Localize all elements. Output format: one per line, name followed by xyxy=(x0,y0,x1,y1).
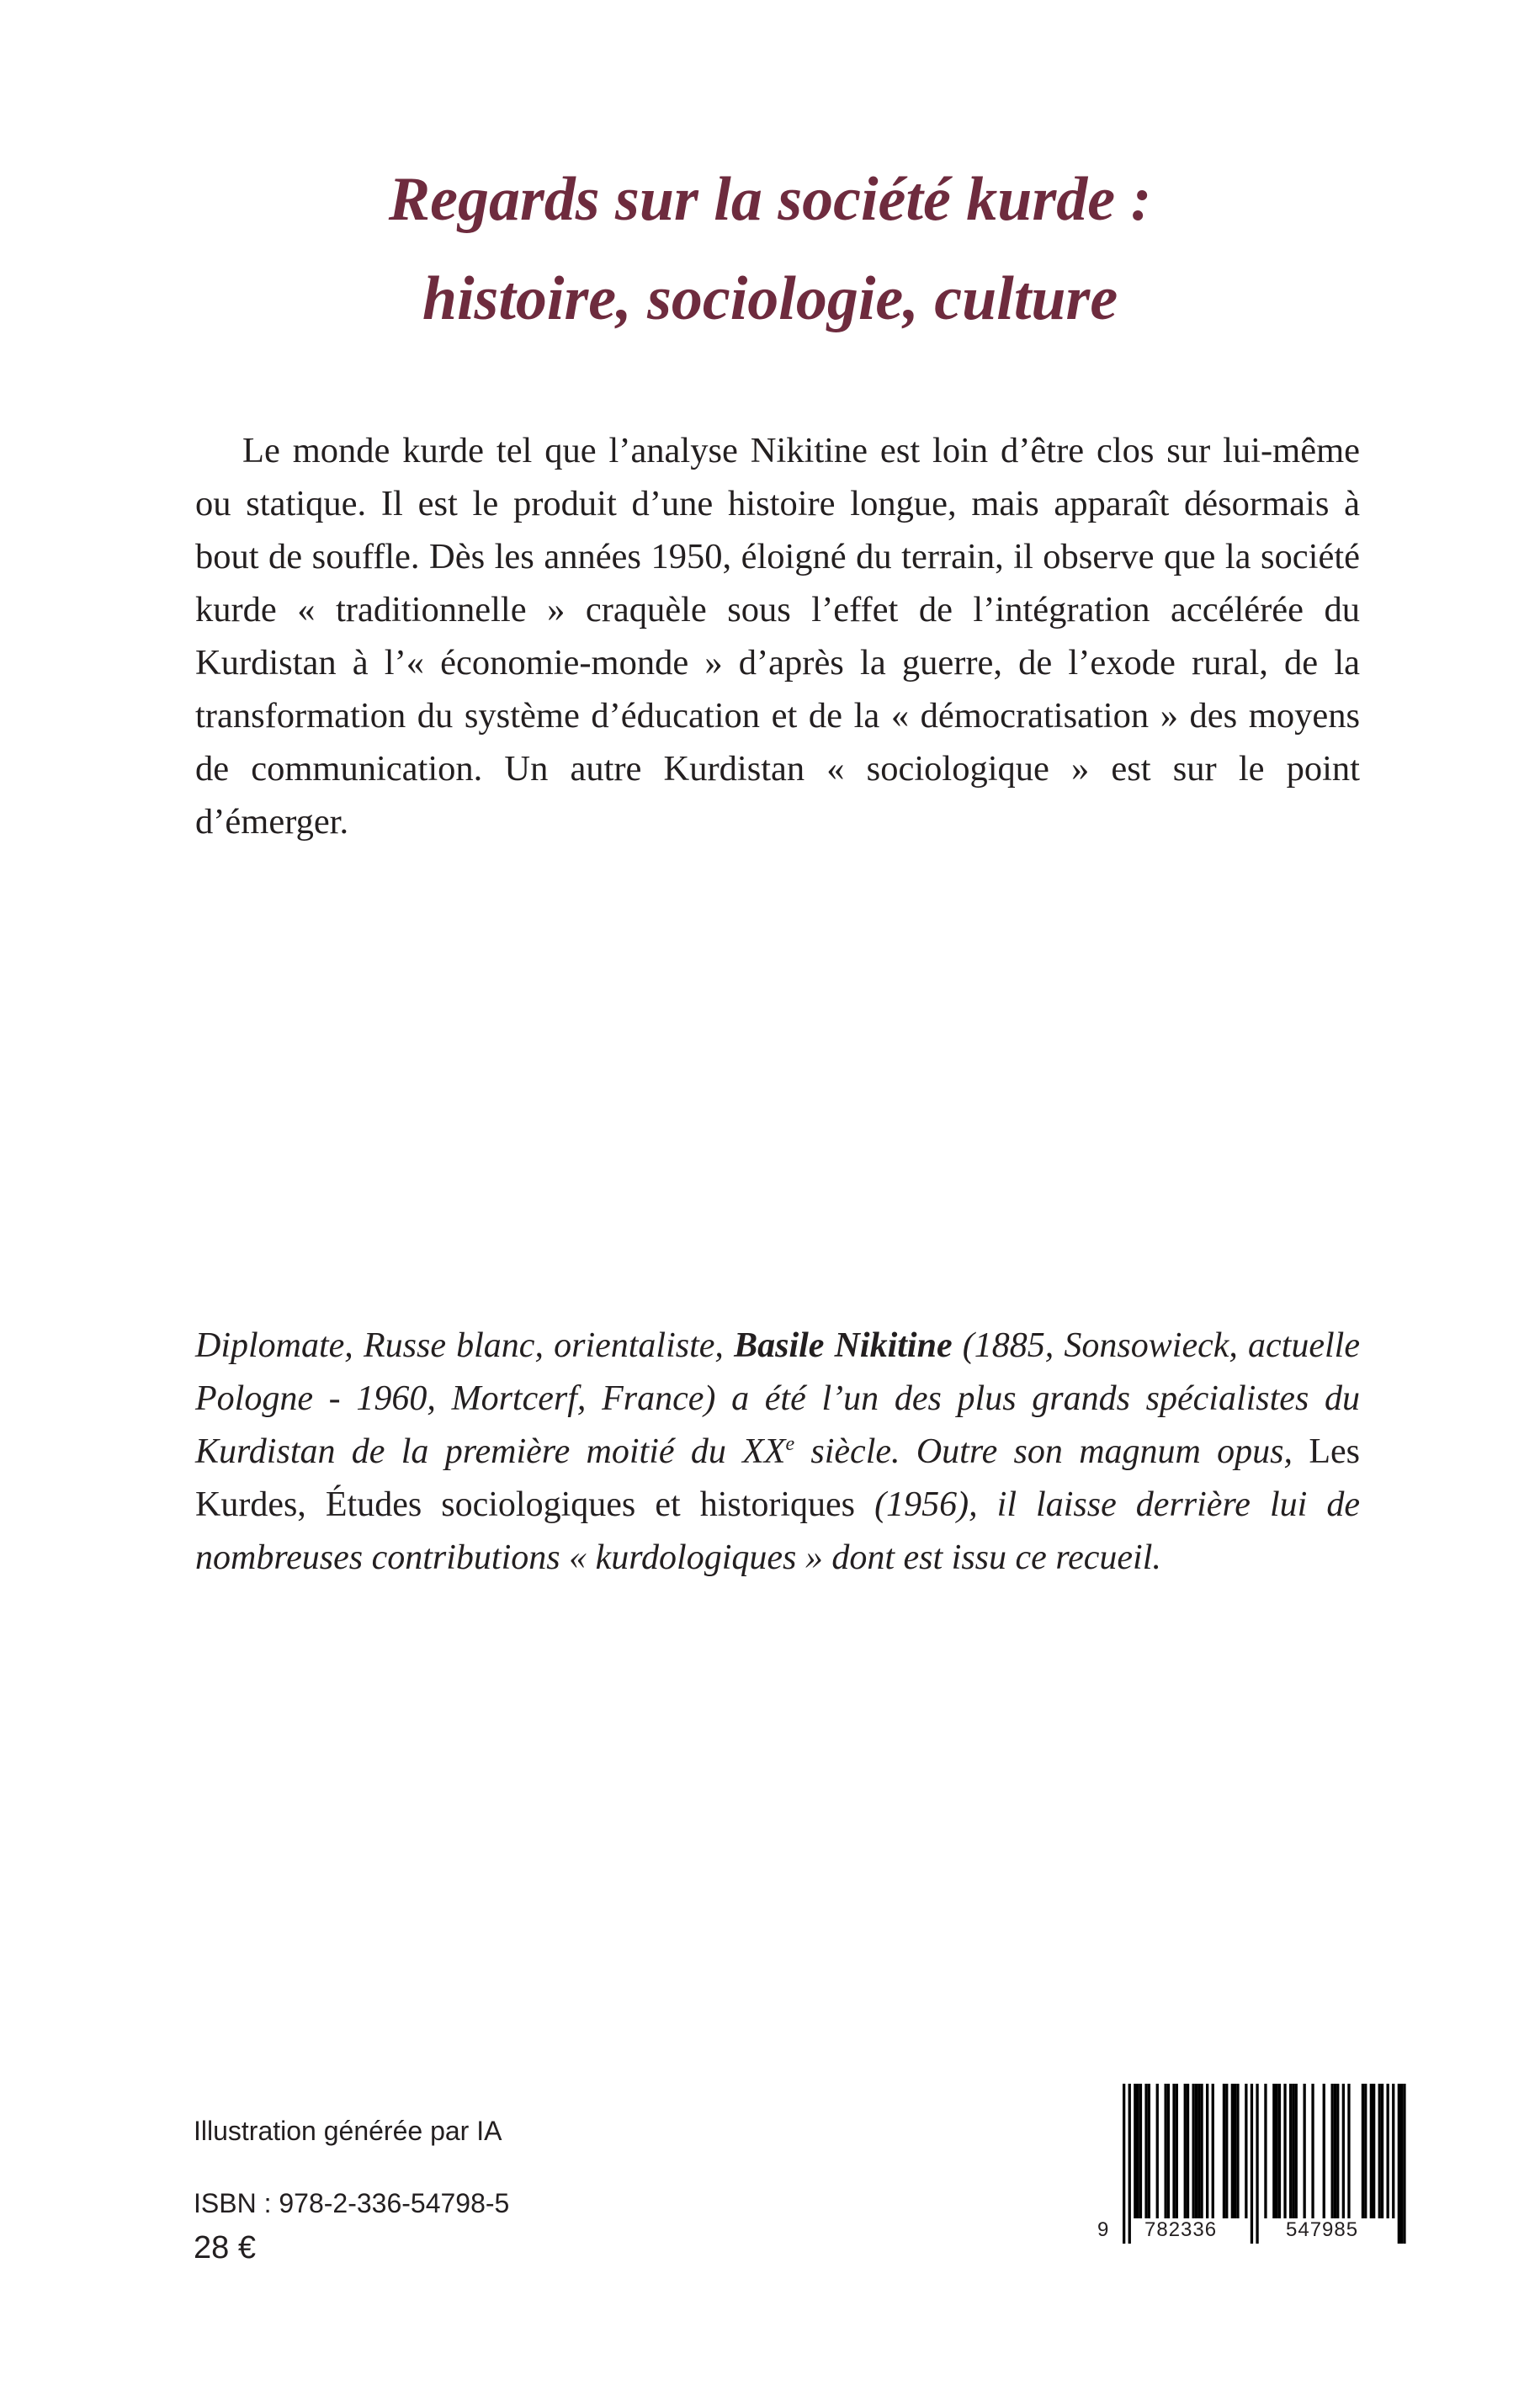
barcode-bar xyxy=(1334,2084,1336,2218)
barcode-bar xyxy=(1187,2084,1189,2218)
barcode-bar xyxy=(1256,2084,1258,2244)
barcode-bar xyxy=(1362,2084,1364,2218)
barcode-bar xyxy=(1245,2084,1247,2218)
barcode-bar xyxy=(1134,2084,1136,2218)
book-title-line-2: histoire, sociologie, culture xyxy=(422,264,1118,333)
barcode-right-digits: 547985 xyxy=(1286,2218,1359,2241)
price: 28 € xyxy=(194,2230,256,2265)
barcode-bar xyxy=(1278,2084,1281,2218)
barcode-bar xyxy=(1370,2084,1373,2218)
barcode-bar xyxy=(1172,2084,1175,2218)
author-bio xyxy=(195,1320,1360,1585)
barcode-bar xyxy=(1212,2084,1214,2218)
illustration-credit: Illustration générée par IA xyxy=(194,2116,502,2146)
barcode-bar xyxy=(1144,2084,1147,2218)
barcode-bar xyxy=(1192,2084,1195,2218)
bio-intro: Diplomate, Russe blanc, orientaliste, xyxy=(195,1326,735,1365)
barcode-bar xyxy=(1400,2084,1403,2244)
barcode-bar xyxy=(1184,2084,1187,2218)
barcode-first-digit: 9 xyxy=(1097,2218,1110,2241)
book-title-line-1: Regards sur la société kurde : xyxy=(388,165,1152,234)
barcode-bar xyxy=(1378,2084,1381,2218)
barcode-bar xyxy=(1272,2084,1275,2218)
bio-details: (1885, Sonsowieck, actuelle Pologne - 1960, Mortcerf, France) a été l’un des plus grands spécialistes du Kurdistan de la première moitié du XX xyxy=(195,1326,1360,1471)
barcode-bar xyxy=(1197,2084,1200,2218)
barcode-bar xyxy=(1139,2084,1142,2218)
barcode-bar xyxy=(1128,2084,1131,2244)
barcode-bar xyxy=(1165,2084,1167,2218)
barcode-bar xyxy=(1156,2084,1159,2218)
barcode-bar xyxy=(1295,2084,1298,2218)
barcode-bar xyxy=(1123,2084,1125,2244)
barcode-bar xyxy=(1336,2084,1339,2218)
book-reference: Les Kurdes, Études sociologiques et historiques xyxy=(195,1432,1360,1524)
bio-magnum-opus: siècle. Outre son magnum opus, xyxy=(794,1432,1309,1471)
barcode-bar xyxy=(1225,2084,1228,2218)
barcode-bar xyxy=(1373,2084,1375,2218)
barcode-bar xyxy=(1292,2084,1294,2218)
book-summary: Le monde kurde tel que l’analyse Nikitine est loin d’être clos sur lui-même ou statique. Il est le produit d’une histoire longue, mais apparaît désormais à bout de souffle. Dès les années 1950, éloigné du terrain, il observe que la société kurde « traditionnelle » craquèle sous l’effet de l’intégration accélérée du Kurdistan à l’« économie-monde » d’après la guerre, de l’exode rural, de la transformation du système d’éducation et de la « démocratisation » des moyens de communication. Un autre Kurdistan « sociologique » est sur le point d’émerger. xyxy=(195,431,1360,842)
barcode-bar xyxy=(1200,2084,1203,2218)
barcode-bar xyxy=(1364,2084,1367,2218)
barcode-bar xyxy=(1381,2084,1383,2218)
barcode-bar xyxy=(1392,2084,1394,2218)
barcode-bar xyxy=(1403,2084,1405,2244)
barcode-bar xyxy=(1387,2084,1389,2218)
barcode-bar xyxy=(1148,2084,1150,2218)
barcode-bar xyxy=(1223,2084,1225,2218)
barcode-bar xyxy=(1176,2084,1178,2218)
barcode-bar xyxy=(1311,2084,1314,2218)
century-superscript: e xyxy=(785,1433,795,1455)
barcode-bar xyxy=(1342,2084,1345,2218)
barcode-bar xyxy=(1236,2084,1239,2218)
barcode-bar xyxy=(1231,2084,1234,2218)
isbn: ISBN : 978-2-336-54798-5 xyxy=(194,2188,510,2218)
barcode-bar xyxy=(1276,2084,1278,2218)
barcode-bar xyxy=(1289,2084,1292,2218)
barcode-bar xyxy=(1304,2084,1306,2218)
barcode-bar xyxy=(1167,2084,1170,2218)
barcode-bar xyxy=(1347,2084,1350,2218)
author-name: Basile Nikitine xyxy=(734,1326,953,1365)
barcode-bar xyxy=(1331,2084,1334,2218)
barcode-bar xyxy=(1195,2084,1197,2218)
barcode-bar xyxy=(1206,2084,1208,2218)
barcode-bar xyxy=(1264,2084,1267,2218)
barcode-bar xyxy=(1234,2084,1236,2218)
barcode-bar xyxy=(1251,2084,1253,2244)
barcode-bar xyxy=(1323,2084,1325,2218)
barcode-left-digits: 782336 xyxy=(1144,2218,1218,2241)
barcode-bar xyxy=(1283,2084,1286,2218)
bio-conclusion: (1956), il laisse derrière lui de nombreuses contributions « kurdologiques » dont est issu ce recueil. xyxy=(195,1485,1361,1577)
barcode-bar xyxy=(1137,2084,1139,2218)
barcode-bar xyxy=(1398,2084,1400,2244)
